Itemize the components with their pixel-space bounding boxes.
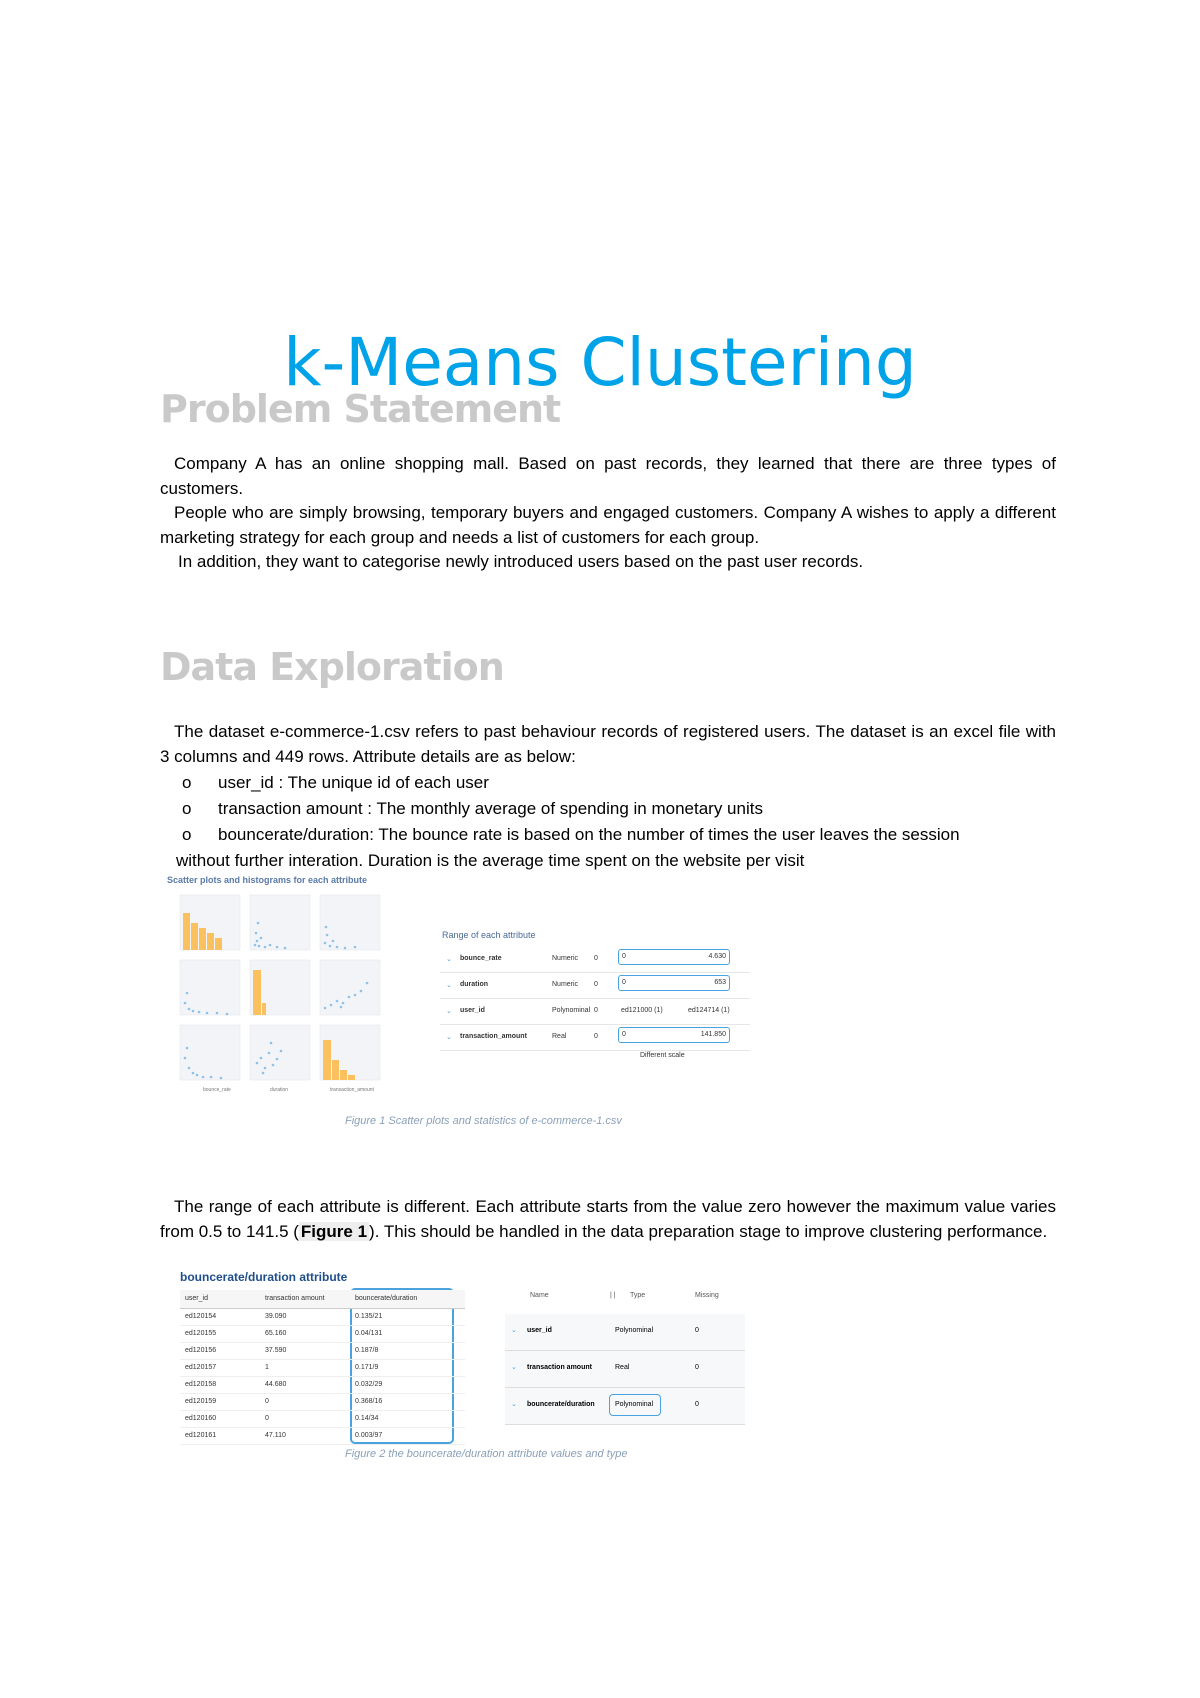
heading-data-exploration: Data Exploration bbox=[160, 645, 504, 689]
attr-name: transaction_amount bbox=[460, 1033, 527, 1040]
attr-type: Polynominal bbox=[615, 1327, 654, 1334]
table-row bbox=[505, 1351, 745, 1388]
table-row bbox=[440, 998, 750, 1025]
values-table-title: bouncerate/duration attribute bbox=[180, 1270, 348, 1284]
attr-missing: 0 bbox=[594, 955, 598, 962]
table-cell: 37.590 bbox=[265, 1347, 287, 1354]
range-table-figure bbox=[440, 930, 750, 1060]
chevron-down-icon[interactable]: ⌄ bbox=[446, 956, 452, 963]
bullet-text: user_id : The unique id of each user bbox=[218, 773, 489, 792]
column-resize-handle[interactable]: | | bbox=[610, 1292, 616, 1299]
table-cell: ed120157 bbox=[185, 1364, 217, 1371]
scatter-title: Scatter plots and histograms for each attribute bbox=[167, 875, 368, 885]
axis-label: bounce_rate bbox=[203, 1087, 231, 1093]
table-row bbox=[180, 1377, 465, 1394]
chevron-down-icon[interactable]: ⌄ bbox=[446, 1034, 452, 1041]
values-table-figure bbox=[180, 1270, 465, 1440]
exploration-paragraph-1 bbox=[160, 720, 1056, 769]
table-row bbox=[180, 1326, 465, 1343]
attr-name: user_id bbox=[527, 1327, 552, 1334]
chevron-down-icon[interactable]: ⌄ bbox=[511, 1364, 517, 1371]
bullet-mark: o bbox=[182, 825, 192, 844]
table-cell: 0 bbox=[265, 1398, 269, 1405]
list-item bbox=[160, 796, 1056, 822]
attr-type: Numeric bbox=[552, 955, 579, 962]
list-item bbox=[160, 822, 1056, 848]
table-row bbox=[180, 1343, 465, 1360]
bullet-text: transaction amount : The monthly average of spending in monetary units bbox=[218, 799, 763, 818]
problem-para-2: People who are simply browsing, temporary buyers and engaged customers. Company A wishes to apply a different marketing strategy for each group and needs a list of customers for each group. bbox=[160, 503, 1056, 547]
attr-missing: 0 bbox=[594, 1033, 598, 1040]
chevron-down-icon[interactable]: ⌄ bbox=[446, 1008, 452, 1015]
table-cell: ed120154 bbox=[185, 1313, 217, 1320]
figure-2-caption: Figure 2 the bouncerate/duration attribute values and type bbox=[345, 1448, 628, 1460]
attribute-list bbox=[160, 770, 1056, 874]
attr-max: ed124714 (1) bbox=[688, 1007, 730, 1014]
attr-missing: 0 bbox=[594, 1007, 598, 1014]
axis-label: transaction_amount bbox=[330, 1087, 374, 1093]
table-row bbox=[440, 972, 750, 999]
table-cell: 0.171/9 bbox=[355, 1364, 379, 1371]
table-cell: 0.187/8 bbox=[355, 1347, 379, 1354]
range-title: Range of each attribute bbox=[442, 930, 536, 940]
table-row bbox=[180, 1394, 465, 1411]
table-cell: 0.135/21 bbox=[355, 1313, 383, 1320]
attr-min: ed121000 (1) bbox=[621, 1007, 663, 1014]
attr-name: transaction amount bbox=[527, 1364, 592, 1371]
bullet-continuation: without further interation. Duration is the average time spent on the website per visit bbox=[176, 851, 805, 870]
table-row bbox=[180, 1360, 465, 1377]
axis-label: duration bbox=[270, 1087, 289, 1093]
chevron-down-icon[interactable]: ⌄ bbox=[511, 1401, 517, 1408]
table-cell: 47.110 bbox=[265, 1432, 286, 1439]
table-cell: ed120158 bbox=[185, 1381, 217, 1388]
para2-text-b: ). This should be handled in the data preparation stage to improve clustering performance. bbox=[369, 1221, 1048, 1241]
type-header-row bbox=[505, 1288, 745, 1306]
bullet-mark: o bbox=[182, 799, 192, 818]
table-row bbox=[180, 1428, 465, 1445]
table-row bbox=[180, 1411, 465, 1428]
range-highlight bbox=[618, 975, 730, 991]
figure-1-caption: Figure 1 Scatter plots and statistics of e-commerce-1.csv bbox=[345, 1115, 622, 1127]
bullet-mark: o bbox=[182, 773, 192, 792]
attr-missing: 0 bbox=[594, 981, 598, 988]
heading-problem-statement: Problem Statement bbox=[160, 387, 561, 431]
attr-type: Polynominal bbox=[615, 1401, 654, 1408]
attr-max: 141.850 bbox=[700, 1031, 726, 1038]
attr-name: bouncerate/duration bbox=[527, 1401, 595, 1408]
table-cell: 0.003/97 bbox=[355, 1432, 383, 1439]
column-header: Missing bbox=[695, 1292, 719, 1299]
attr-missing: 0 bbox=[695, 1401, 699, 1408]
table-row bbox=[440, 946, 750, 973]
attr-name: bounce_rate bbox=[460, 955, 502, 962]
chevron-down-icon[interactable]: ⌄ bbox=[446, 982, 452, 989]
attr-min: 0 bbox=[622, 979, 626, 986]
attr-min: 0 bbox=[622, 1031, 626, 1038]
attr-min: 0 bbox=[622, 953, 626, 960]
table-cell: ed120160 bbox=[185, 1415, 217, 1422]
table-header-row bbox=[180, 1290, 465, 1309]
attr-max: 653 bbox=[714, 979, 726, 986]
exploration-para-2-text bbox=[160, 1195, 1056, 1244]
exploration-paragraph-2 bbox=[160, 1195, 1056, 1244]
attr-name: user_id bbox=[460, 1007, 485, 1014]
table-cell: 1 bbox=[265, 1364, 269, 1371]
table-cell: 39.090 bbox=[265, 1313, 287, 1320]
document-title: k-Means Clustering bbox=[283, 324, 917, 401]
column-header: user_id bbox=[185, 1295, 208, 1302]
table-cell: ed120161 bbox=[185, 1432, 217, 1439]
table-row bbox=[440, 1024, 750, 1051]
values-table bbox=[180, 1290, 465, 1445]
table-cell: ed120156 bbox=[185, 1347, 217, 1354]
attr-max: 4.630 bbox=[708, 953, 726, 960]
column-header: Type bbox=[630, 1292, 646, 1299]
column-header: transaction amount bbox=[265, 1295, 325, 1302]
table-cell: 0 bbox=[265, 1415, 269, 1422]
scatter-matrix-figure bbox=[165, 875, 395, 1095]
range-highlight bbox=[618, 949, 730, 965]
range-highlight bbox=[618, 1027, 730, 1043]
table-cell: 0.032/29 bbox=[355, 1381, 383, 1388]
range-note: Different scale bbox=[640, 1052, 685, 1059]
attr-type: Numeric bbox=[552, 981, 579, 988]
attr-type: Real bbox=[615, 1364, 630, 1371]
table-cell: 44.680 bbox=[265, 1381, 287, 1388]
type-table-figure bbox=[505, 1288, 745, 1428]
attr-name: duration bbox=[460, 981, 488, 988]
column-header: Name bbox=[530, 1292, 549, 1299]
attr-missing: 0 bbox=[695, 1327, 699, 1334]
problem-paragraph bbox=[160, 452, 1056, 575]
attr-type: Real bbox=[552, 1033, 567, 1040]
column-header: bouncerate/duration bbox=[355, 1295, 418, 1302]
table-row bbox=[505, 1388, 745, 1425]
attr-type: Polynominal bbox=[552, 1007, 591, 1014]
attr-missing: 0 bbox=[695, 1364, 699, 1371]
chevron-down-icon[interactable]: ⌄ bbox=[511, 1327, 517, 1334]
scatter-matrix-svg bbox=[165, 883, 395, 1098]
exploration-para-1-text: The dataset e-commerce-1.csv refers to past behaviour records of registered users. The dataset is an excel file with 3 columns and 449 rows. Attribute details are as below: bbox=[160, 722, 1056, 766]
table-cell: 0.368/16 bbox=[355, 1398, 383, 1405]
para2-text-a: The range of each attribute is different. Each attribute starts from the value zero however the maximum value varies from 0.5 to 141.5 ( bbox=[160, 1197, 1056, 1241]
table-cell: ed120159 bbox=[185, 1398, 217, 1405]
table-cell: 65.160 bbox=[265, 1330, 287, 1337]
problem-para-1: Company A has an online shopping mall. Based on past records, they learned that there are three types of customers. bbox=[160, 454, 1056, 498]
problem-para-3: In addition, they want to categorise newly introduced users based on the past user records. bbox=[178, 552, 864, 571]
table-row bbox=[180, 1309, 465, 1326]
table-cell: 0.14/34 bbox=[355, 1415, 379, 1422]
table-cell: ed120155 bbox=[185, 1330, 217, 1337]
table-cell: 0.04/131 bbox=[355, 1330, 383, 1337]
table-row bbox=[505, 1314, 745, 1351]
figure-1-reference[interactable]: Figure 1 bbox=[300, 1221, 368, 1241]
bullet-text: bouncerate/duration: The bounce rate is based on the number of times the user leaves the session bbox=[218, 825, 960, 844]
list-item bbox=[160, 770, 1056, 796]
